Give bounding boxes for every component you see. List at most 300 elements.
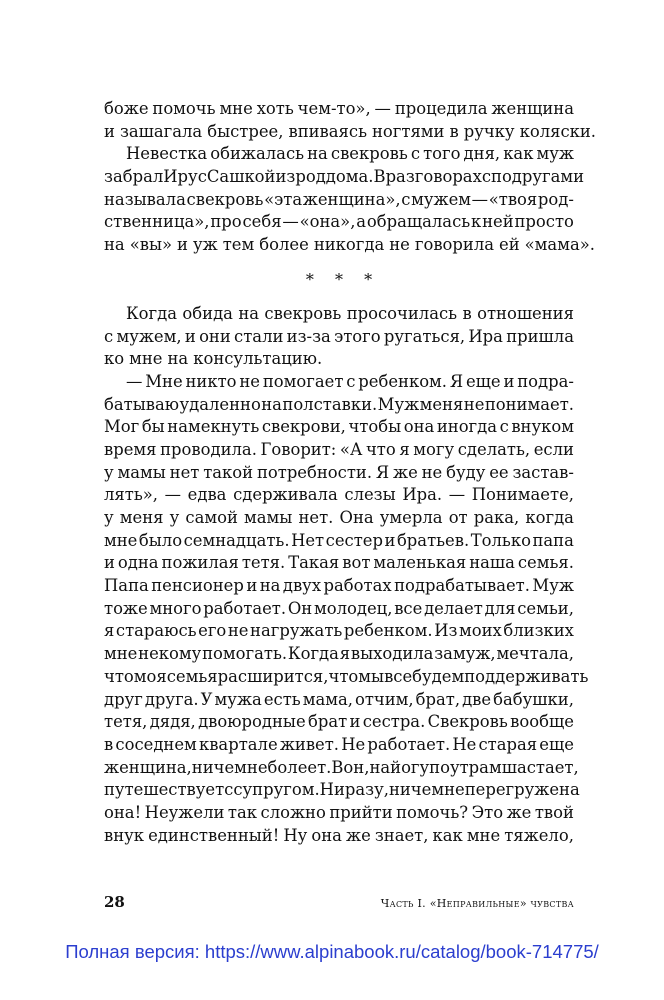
word: тяжело, bbox=[504, 825, 574, 845]
word: хоть bbox=[256, 99, 294, 118]
word: с bbox=[481, 167, 492, 187]
word: моя bbox=[133, 666, 167, 686]
text-line bbox=[104, 189, 574, 212]
text-line bbox=[104, 121, 597, 144]
word: йогу bbox=[390, 757, 430, 777]
word: тем bbox=[222, 235, 255, 255]
word: стали bbox=[234, 326, 284, 346]
word: сестер bbox=[325, 530, 383, 550]
word: самой bbox=[185, 508, 238, 527]
word: помогать. bbox=[202, 644, 288, 664]
text-line bbox=[104, 620, 574, 643]
word: нет. bbox=[298, 508, 334, 527]
word: подра- bbox=[517, 371, 574, 391]
word: боже bbox=[104, 99, 149, 118]
word: полставки. bbox=[282, 394, 378, 414]
word: братьев. bbox=[396, 530, 470, 550]
word: стараюсь bbox=[115, 621, 197, 641]
word: на bbox=[167, 349, 189, 369]
word: на bbox=[238, 303, 260, 323]
word: двух bbox=[282, 576, 322, 596]
word: перегружена bbox=[464, 780, 580, 800]
word: две bbox=[462, 689, 492, 709]
word: Нет bbox=[291, 530, 325, 550]
text-line bbox=[104, 643, 574, 666]
text-line bbox=[104, 439, 574, 462]
word: для bbox=[484, 598, 516, 618]
word: пришла bbox=[506, 326, 574, 346]
word: к bbox=[471, 212, 482, 232]
text-line bbox=[104, 484, 574, 507]
word: бабушки, bbox=[493, 689, 574, 709]
word: тоже bbox=[104, 598, 148, 618]
word: «вы» bbox=[129, 235, 173, 255]
word: брат, bbox=[415, 689, 461, 709]
word: было bbox=[138, 530, 183, 550]
word: Папа bbox=[104, 576, 149, 596]
word: себя bbox=[242, 212, 282, 232]
word: сдерживала bbox=[233, 485, 338, 505]
text-line bbox=[104, 234, 595, 257]
word: потребности. bbox=[256, 462, 373, 482]
word: У bbox=[200, 689, 213, 709]
word: пенсионер bbox=[151, 576, 244, 596]
word: с bbox=[401, 189, 411, 209]
word: разговорах bbox=[385, 167, 482, 187]
word: Иру bbox=[163, 167, 198, 187]
word: бы bbox=[141, 417, 165, 437]
body-text bbox=[104, 98, 597, 847]
word: иногда bbox=[436, 417, 498, 437]
word: Сашкой bbox=[206, 167, 276, 187]
word: она! bbox=[104, 802, 142, 822]
word: ногтями bbox=[372, 121, 445, 141]
word: нет bbox=[169, 462, 200, 482]
word: намекнуть bbox=[167, 417, 260, 437]
word: ей bbox=[499, 235, 520, 255]
word: подругами bbox=[491, 167, 585, 187]
word: могу bbox=[413, 439, 455, 459]
word: — bbox=[471, 189, 489, 209]
word: болеет. bbox=[267, 757, 332, 777]
word: на bbox=[259, 576, 281, 596]
word: ней bbox=[482, 212, 514, 232]
word: мама, bbox=[302, 689, 353, 709]
word: мамы bbox=[244, 508, 293, 527]
word: и bbox=[503, 371, 515, 391]
word: того bbox=[423, 144, 461, 164]
word: Ну bbox=[283, 825, 308, 845]
word: Свекровь bbox=[427, 712, 508, 732]
word: Он bbox=[287, 598, 313, 618]
word: в bbox=[104, 734, 114, 754]
word: вообще bbox=[510, 712, 574, 732]
word: мужем bbox=[411, 189, 472, 209]
word: дядя, bbox=[149, 712, 196, 732]
word: на bbox=[307, 144, 328, 164]
word: свекровь bbox=[330, 144, 408, 164]
text-line bbox=[104, 416, 574, 439]
word: и bbox=[177, 235, 188, 255]
word: застав- bbox=[512, 462, 574, 482]
word: Когда bbox=[287, 644, 339, 664]
word: удаленно bbox=[179, 394, 261, 414]
word: делает bbox=[424, 598, 483, 618]
word: — bbox=[448, 485, 466, 505]
word: подрабатывает. bbox=[394, 576, 530, 596]
word: я bbox=[399, 439, 410, 459]
text-line bbox=[104, 575, 574, 598]
word: мужем, bbox=[116, 326, 182, 346]
word: этого bbox=[334, 326, 381, 346]
word: работах bbox=[323, 576, 392, 596]
word: с bbox=[224, 780, 234, 800]
word: супругом. bbox=[233, 780, 320, 800]
full-version-link[interactable]: Полная версия: https://www.alpinabook.ru/catalog/book-714775/ bbox=[65, 941, 599, 962]
word: некому bbox=[138, 644, 202, 664]
word: много bbox=[149, 598, 202, 618]
word: семнадцать. bbox=[183, 530, 290, 550]
word: в bbox=[462, 303, 472, 323]
word: буду bbox=[446, 462, 486, 482]
word: тетя. bbox=[241, 553, 286, 573]
word: — bbox=[374, 99, 391, 118]
word: папа bbox=[532, 530, 574, 550]
word: в bbox=[449, 121, 459, 141]
word: пожилая bbox=[161, 553, 239, 573]
word: мечтала, bbox=[496, 644, 574, 664]
word: мне bbox=[129, 349, 163, 369]
section-separator: * * * bbox=[305, 269, 381, 289]
word: Такая bbox=[288, 553, 340, 573]
word: проводила. bbox=[160, 439, 257, 459]
text-line bbox=[104, 326, 574, 349]
word: свекрови, bbox=[261, 417, 346, 437]
word: как bbox=[432, 825, 463, 845]
word: семья bbox=[166, 666, 218, 686]
word: из bbox=[275, 167, 296, 187]
word: ко bbox=[104, 349, 125, 369]
word: у bbox=[169, 508, 180, 527]
text-line bbox=[104, 98, 574, 121]
text-line bbox=[104, 462, 574, 485]
word: и bbox=[104, 121, 115, 141]
word: батываю bbox=[104, 394, 180, 414]
word: свекровь bbox=[186, 189, 264, 209]
word: сделать, bbox=[457, 439, 531, 459]
word: нагружать bbox=[250, 621, 343, 641]
word: консультацию. bbox=[193, 349, 323, 369]
word: не bbox=[246, 757, 268, 777]
word: женщина bbox=[491, 99, 574, 118]
word: меня bbox=[119, 508, 164, 527]
word: дня, bbox=[463, 144, 501, 164]
text-line bbox=[104, 825, 574, 848]
text-line bbox=[104, 394, 574, 417]
word: близких bbox=[503, 621, 574, 641]
word: говорила bbox=[414, 235, 495, 255]
word: никто bbox=[185, 371, 237, 391]
word: ее bbox=[489, 462, 509, 482]
text-line bbox=[104, 530, 574, 553]
word: есть bbox=[263, 689, 301, 709]
word: не bbox=[239, 371, 260, 391]
word: Я bbox=[449, 371, 464, 391]
page-number: 28 bbox=[104, 893, 125, 911]
word: отчим, bbox=[354, 689, 414, 709]
word: друга. bbox=[144, 689, 199, 709]
word: Вон, bbox=[331, 757, 370, 777]
word: свекровь bbox=[264, 303, 342, 323]
word: «мама». bbox=[524, 235, 595, 255]
word: не bbox=[444, 780, 465, 800]
word: семья. bbox=[517, 553, 574, 573]
word: путешествует bbox=[104, 780, 225, 800]
text-line bbox=[104, 211, 574, 234]
text-line bbox=[104, 757, 579, 780]
word: Когда bbox=[126, 303, 178, 323]
word: впиваясь bbox=[288, 121, 367, 141]
word: наша bbox=[469, 553, 515, 573]
word: такой bbox=[203, 462, 254, 482]
word: все bbox=[384, 666, 413, 686]
word: муж bbox=[536, 144, 574, 164]
word: называла bbox=[104, 189, 186, 209]
word: Мог bbox=[104, 417, 140, 437]
word: у bbox=[104, 508, 114, 527]
word: еще bbox=[465, 371, 501, 391]
word: ственница», bbox=[104, 212, 210, 232]
word: семьи, bbox=[517, 598, 574, 618]
word: с bbox=[410, 144, 421, 164]
word: маленькая bbox=[373, 553, 467, 573]
word: слезы bbox=[344, 485, 396, 505]
word: я bbox=[339, 644, 351, 664]
text-line bbox=[104, 507, 574, 530]
running-head: Часть I. «Неправильные» чувства bbox=[380, 897, 574, 910]
word: тетя, bbox=[104, 712, 148, 732]
word: Муж bbox=[377, 394, 420, 414]
word: ребенком. bbox=[343, 621, 433, 641]
word: если bbox=[533, 439, 574, 459]
text-line bbox=[104, 303, 574, 326]
word: Из bbox=[434, 621, 458, 641]
word: Она bbox=[339, 508, 374, 527]
word: Муж bbox=[532, 576, 574, 596]
word: Это bbox=[471, 802, 504, 822]
text-line bbox=[104, 166, 585, 189]
word: соседнем bbox=[115, 734, 197, 754]
word: — bbox=[126, 371, 143, 391]
word: не bbox=[389, 235, 410, 255]
word: расширится, bbox=[217, 666, 329, 686]
word: шастает, bbox=[501, 757, 579, 777]
word: «А bbox=[339, 439, 363, 459]
word: с bbox=[346, 371, 356, 391]
word: Говорит: bbox=[260, 439, 337, 459]
word: и bbox=[184, 326, 196, 346]
word: работает. bbox=[367, 734, 451, 754]
word: будем bbox=[412, 666, 465, 686]
word: Не bbox=[341, 734, 366, 754]
word: на bbox=[369, 757, 391, 777]
word: чтобы bbox=[348, 417, 402, 437]
word: — bbox=[282, 212, 299, 232]
text-line bbox=[104, 552, 574, 575]
word: род- bbox=[537, 189, 574, 209]
word: одна bbox=[117, 553, 159, 573]
word: мне bbox=[104, 530, 138, 550]
text-line bbox=[104, 348, 574, 371]
word: Я bbox=[375, 462, 390, 482]
word: утрам bbox=[449, 757, 502, 777]
word: едва bbox=[187, 485, 227, 505]
word: внук bbox=[104, 825, 145, 845]
word: отношения bbox=[477, 303, 574, 323]
word: брат bbox=[307, 712, 348, 732]
word: живет. bbox=[279, 734, 340, 754]
word: замуж, bbox=[434, 644, 496, 664]
text-line bbox=[104, 711, 574, 734]
word: что bbox=[104, 666, 134, 686]
word: молодец, bbox=[313, 598, 393, 618]
word: же bbox=[506, 802, 532, 822]
word: Только bbox=[470, 530, 531, 550]
word: «твоя bbox=[488, 189, 538, 209]
word: вот bbox=[342, 553, 371, 573]
text-line bbox=[104, 371, 574, 394]
word: обращалась bbox=[366, 212, 471, 232]
word: мне bbox=[466, 825, 501, 845]
word: моих bbox=[459, 621, 502, 641]
word: выходила bbox=[350, 644, 434, 664]
word: помогает bbox=[262, 371, 344, 391]
word: работает. bbox=[203, 598, 287, 618]
word: не bbox=[463, 394, 485, 414]
word: сестра. bbox=[362, 712, 426, 732]
word: Не bbox=[452, 734, 477, 754]
word: же bbox=[346, 825, 371, 845]
word: Неужели bbox=[144, 802, 225, 822]
word: более bbox=[259, 235, 309, 255]
word: и bbox=[349, 712, 361, 732]
word: мне bbox=[104, 644, 138, 664]
word: Ни bbox=[319, 780, 345, 800]
word: роддома. bbox=[295, 167, 374, 187]
text-line bbox=[104, 598, 574, 621]
text-line bbox=[104, 802, 574, 825]
word: Понимаете, bbox=[471, 485, 574, 505]
word: Мне bbox=[145, 371, 183, 391]
word: мы bbox=[358, 666, 385, 686]
word: просто bbox=[514, 212, 574, 232]
word: внуком bbox=[511, 417, 574, 437]
word: что bbox=[328, 666, 359, 686]
word: его bbox=[198, 621, 227, 641]
word: женщина», bbox=[302, 189, 401, 209]
word: двоюродные bbox=[198, 712, 306, 732]
word: рака, bbox=[473, 508, 520, 527]
word: женщина, bbox=[104, 757, 192, 777]
word: обида bbox=[182, 303, 233, 323]
word: поддерживать bbox=[464, 666, 589, 686]
word: и bbox=[104, 553, 115, 573]
word: чем-то», bbox=[297, 99, 371, 118]
word: ребенком. bbox=[358, 371, 448, 391]
word: Ира bbox=[468, 326, 503, 346]
word: ругаться, bbox=[383, 326, 466, 346]
word: мне bbox=[219, 99, 253, 118]
word: В bbox=[373, 167, 386, 187]
word: а bbox=[356, 212, 367, 232]
word: обижалась bbox=[210, 144, 305, 164]
word: я bbox=[104, 621, 115, 641]
word: не bbox=[421, 462, 443, 482]
word: просочилась bbox=[346, 303, 458, 323]
word: мужа bbox=[214, 689, 262, 709]
text-line bbox=[104, 666, 589, 689]
word: единственный! bbox=[148, 825, 280, 845]
word: старая bbox=[478, 734, 538, 754]
word: Ира. bbox=[402, 485, 443, 505]
word: уж bbox=[192, 235, 218, 255]
word: забрал bbox=[104, 167, 164, 187]
word: умерла bbox=[379, 508, 443, 527]
word: ничем bbox=[191, 757, 247, 777]
word: — bbox=[164, 485, 182, 505]
word: на bbox=[261, 394, 282, 414]
text-line bbox=[104, 143, 574, 166]
word: мамы bbox=[117, 462, 166, 482]
word: понимает. bbox=[484, 394, 574, 414]
word: они bbox=[199, 326, 231, 346]
word: она bbox=[311, 825, 342, 845]
word: знает, bbox=[374, 825, 429, 845]
text-line bbox=[104, 734, 574, 757]
word: «она», bbox=[299, 212, 356, 232]
word: с bbox=[499, 417, 509, 437]
word: коляски. bbox=[519, 121, 597, 141]
word: друг bbox=[104, 689, 143, 709]
word: ручку bbox=[463, 121, 515, 141]
word: зашагала bbox=[119, 121, 203, 141]
word: разу, bbox=[344, 780, 389, 800]
word: когда bbox=[525, 508, 574, 527]
word: быстрее, bbox=[207, 121, 284, 141]
word: так bbox=[227, 802, 258, 822]
word: про bbox=[210, 212, 242, 232]
word: квартале bbox=[198, 734, 278, 754]
word: с bbox=[104, 326, 114, 346]
word: что bbox=[365, 439, 396, 459]
word: Невестка bbox=[126, 144, 208, 164]
word: у bbox=[104, 462, 114, 482]
word: от bbox=[448, 508, 468, 527]
word: не bbox=[227, 621, 249, 641]
word: твой bbox=[534, 802, 574, 822]
word: она bbox=[403, 417, 435, 437]
word: из-за bbox=[286, 326, 331, 346]
word: как bbox=[503, 144, 534, 164]
word: помочь? bbox=[396, 802, 469, 822]
word: время bbox=[104, 439, 157, 459]
word: с bbox=[197, 167, 207, 187]
word: помочь bbox=[152, 99, 216, 118]
word: процедила bbox=[394, 99, 488, 118]
word: сложно bbox=[260, 802, 326, 822]
word: еще bbox=[539, 734, 574, 754]
word: все bbox=[394, 598, 423, 618]
